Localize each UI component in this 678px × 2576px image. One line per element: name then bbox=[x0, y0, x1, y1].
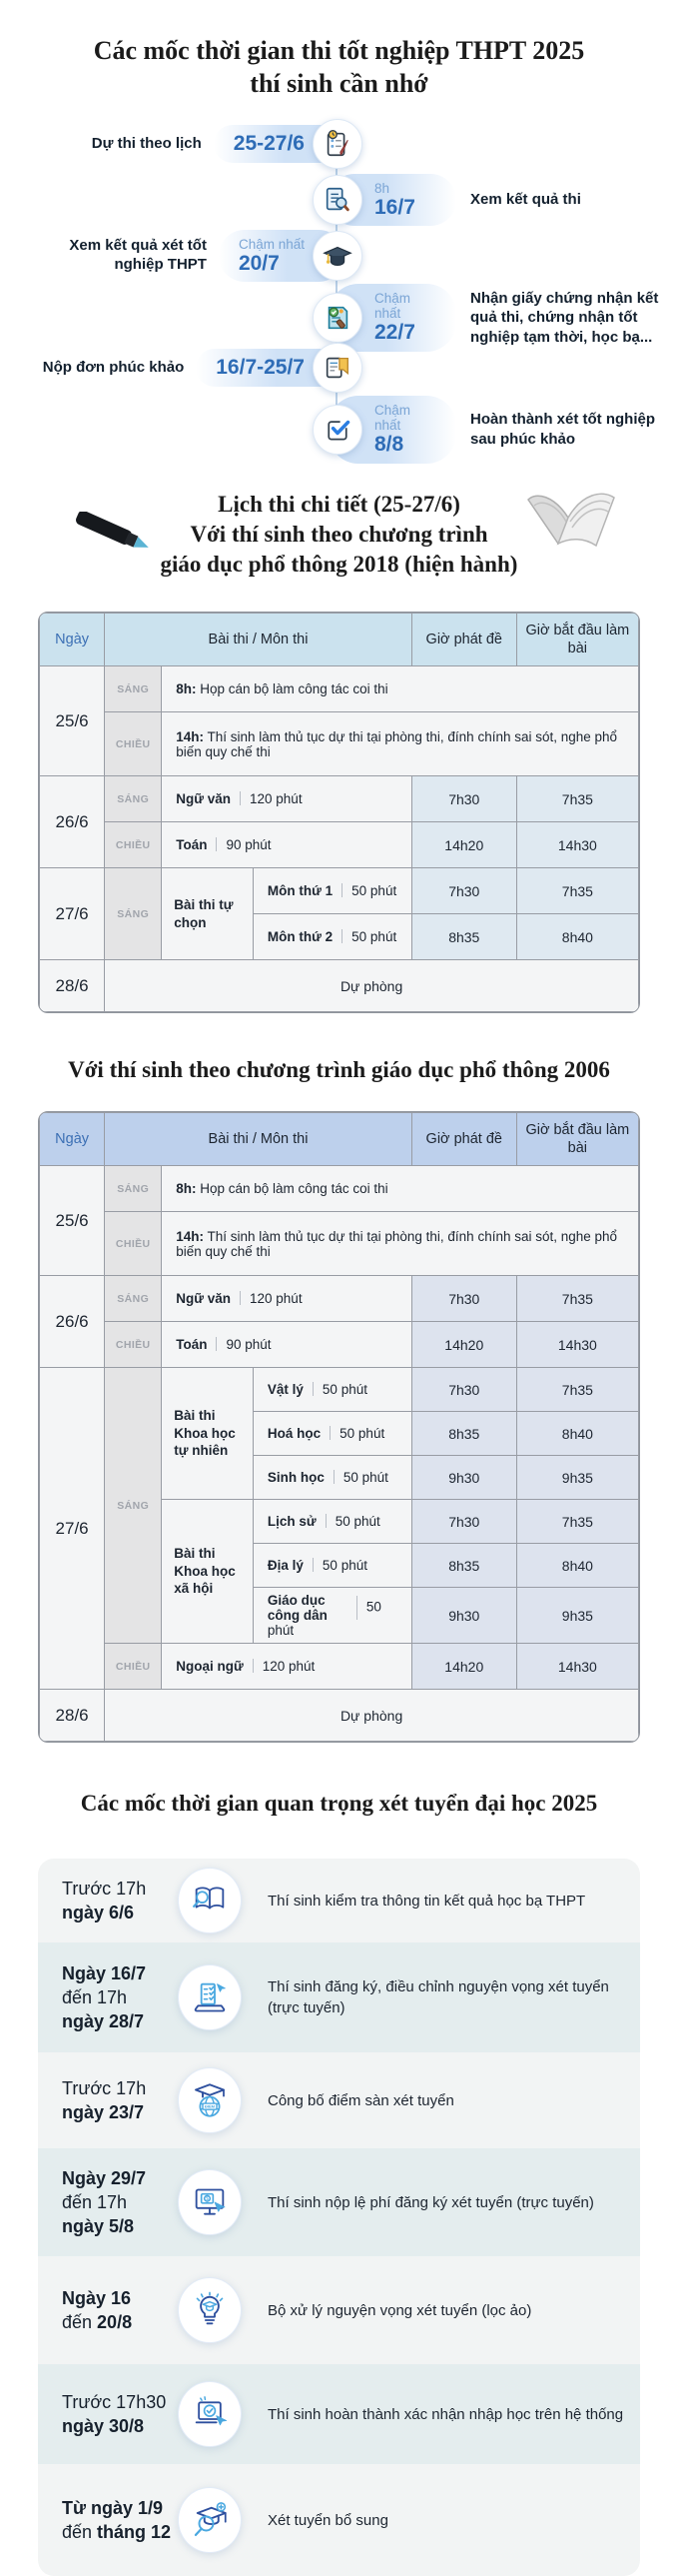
time-cell: 7h30 bbox=[411, 776, 516, 822]
subject-cell: Môn thứ 1 50 phút bbox=[253, 868, 411, 914]
time-cell: 14h30 bbox=[516, 822, 638, 868]
time-cell: 8h40 bbox=[516, 914, 638, 960]
time-cell: 14h20 bbox=[411, 1322, 516, 1368]
table-row bbox=[40, 1166, 639, 1212]
page-title-line2: thí sinh cần nhớ bbox=[30, 67, 648, 100]
page-title-line1: Các mốc thời gian thi tốt nghiệp THPT 2025 bbox=[30, 34, 648, 67]
time-cell: 9h30 bbox=[411, 1456, 516, 1500]
uni-date-line: ngày 28/7 bbox=[62, 2009, 178, 2033]
time-cell: 8h40 bbox=[516, 1412, 638, 1456]
timeline-date: 20/7 bbox=[239, 252, 305, 276]
time-cell: 14h30 bbox=[516, 1644, 638, 1690]
time-cell: 8h40 bbox=[516, 1544, 638, 1588]
laptop-checklist-icon bbox=[178, 1964, 242, 2030]
activity-cell: 8h: Họp cán bộ làm công tác coi thi bbox=[162, 666, 639, 712]
open-book-icon bbox=[524, 482, 620, 571]
timeline-prefix: Chậm nhất bbox=[374, 291, 438, 321]
timeline-desc: Nhận giấy chứng nhận kết quả thi, chứng nhận tốt nghiệp tạm thời, học bạ... bbox=[470, 289, 678, 348]
time-cell: 9h30 bbox=[411, 1588, 516, 1644]
uni-date-line: Ngày 16/7 bbox=[62, 1961, 178, 1985]
session-cell: SÁNG bbox=[105, 1276, 162, 1322]
timeline-date: 8/8 bbox=[374, 433, 438, 457]
page-title bbox=[30, 34, 648, 100]
col-header-phatde: Giờ phát đề bbox=[411, 1113, 516, 1166]
date-cell: 28/6 bbox=[40, 1690, 105, 1742]
uni-date-line: đến 17h bbox=[62, 1985, 178, 2009]
uni-date-line: Ngày 16 bbox=[62, 2286, 178, 2310]
time-cell: 9h35 bbox=[516, 1588, 638, 1644]
table-row bbox=[40, 776, 639, 822]
subject-cell: Ngữ văn 120 phút bbox=[162, 1276, 412, 1322]
col-header-batdau: Giờ bắt đầu làm bài bbox=[516, 1113, 638, 1166]
timeline-date: 16/7-25/7 bbox=[216, 356, 305, 380]
uni-date-line: Từ ngày 1/9 bbox=[62, 2496, 178, 2520]
svg-text:ĐIỂM: ĐIỂM bbox=[205, 2104, 216, 2109]
date-cell: 27/6 bbox=[40, 868, 105, 960]
schedule-heading-line1: Lịch thi chi tiết (25-27/6) bbox=[30, 490, 648, 520]
col-header-ngay: Ngày bbox=[40, 1113, 105, 1166]
uni-date-line: Trước 17h bbox=[62, 2076, 178, 2100]
table-row bbox=[40, 822, 639, 868]
timeline-desc: Xem kết quả thi bbox=[470, 190, 581, 210]
uni-desc: Thí sinh đăng ký, điều chỉnh nguyện vọng xét tuyển (trực tuyến) bbox=[268, 1976, 637, 2018]
cap-globe-icon bbox=[178, 2067, 242, 2133]
timeline-item-ket-qua-thi bbox=[0, 172, 678, 228]
uni-row-loc-ao bbox=[38, 2256, 640, 2364]
table-row bbox=[40, 868, 639, 914]
uni-date-line: đến tháng 12 bbox=[62, 2520, 178, 2544]
cap-search-plus-icon bbox=[178, 2487, 242, 2553]
date-cell: 25/6 bbox=[40, 1166, 105, 1276]
table-header-row bbox=[40, 614, 639, 666]
book-search-icon bbox=[178, 1868, 242, 1933]
clipboard-pencil-icon bbox=[313, 119, 362, 169]
certificate-stamp-icon bbox=[313, 293, 362, 343]
subject-cell: Ngoại ngữ 120 phút bbox=[162, 1644, 412, 1690]
uni-desc: Thí sinh kiểm tra thông tin kết quả học bạ THPT bbox=[268, 1891, 585, 1912]
review-documents-icon bbox=[313, 343, 362, 393]
session-cell: SÁNG bbox=[105, 776, 162, 822]
document-magnifier-icon bbox=[313, 175, 362, 225]
table-row bbox=[40, 1644, 639, 1690]
timeline-date: 25-27/6 bbox=[234, 132, 305, 156]
subject-cell: Hoá học 50 phút bbox=[253, 1412, 411, 1456]
group-cell: Bài thi Khoa học tự nhiên bbox=[162, 1368, 254, 1500]
session-cell: CHIỀU bbox=[105, 822, 162, 868]
timeline-prefix: 8h bbox=[374, 181, 415, 196]
exam-timeline bbox=[0, 116, 678, 452]
uni-row-hoc-ba bbox=[38, 1859, 640, 1942]
reserve-cell: Dự phòng bbox=[105, 1690, 639, 1742]
checkbox-icon bbox=[313, 405, 362, 455]
time-cell: 14h20 bbox=[411, 822, 516, 868]
col-header-batdau: Giờ bắt đầu làm bài bbox=[516, 614, 638, 666]
bulb-cap-icon bbox=[178, 2277, 242, 2343]
monitor-payment-icon bbox=[178, 2169, 242, 2235]
uni-heading: Các mốc thời gian quan trọng xét tuyển đại học 2025 bbox=[30, 1789, 648, 1819]
time-cell: 7h30 bbox=[411, 868, 516, 914]
laptop-check-icon bbox=[178, 2381, 242, 2447]
uni-row-xac-nhan bbox=[38, 2364, 640, 2464]
timeline-label: Nộp đơn phúc khảo bbox=[43, 359, 185, 378]
activity-cell: 8h: Họp cán bộ làm công tác coi thi bbox=[162, 1166, 639, 1212]
uni-timeline-card bbox=[38, 1859, 640, 2576]
time-cell: 7h30 bbox=[411, 1368, 516, 1412]
timeline-label: Dự thi theo lịch bbox=[92, 135, 202, 154]
time-cell: 7h35 bbox=[516, 776, 638, 822]
time-cell: 7h35 bbox=[516, 1276, 638, 1322]
session-cell: CHIỀU bbox=[105, 1212, 162, 1276]
date-cell: 25/6 bbox=[40, 666, 105, 776]
activity-cell: 14h: Thí sinh làm thủ tục dự thi tại phòng thi, đính chính sai sót, nghe phổ biến quy chế thi bbox=[162, 1212, 639, 1276]
timeline-desc: Hoàn thành xét tốt nghiệp sau phúc khảo bbox=[470, 410, 678, 449]
timeline-item-hoan-thanh bbox=[0, 396, 678, 452]
uni-row-diem-san bbox=[38, 2052, 640, 2148]
exam-schedule-table-2018 bbox=[38, 612, 640, 1013]
uni-date-line: đến 20/8 bbox=[62, 2310, 178, 2334]
time-cell: 8h35 bbox=[411, 1544, 516, 1588]
subject-cell: Ngữ văn 120 phút bbox=[162, 776, 412, 822]
subject-cell: Toán 90 phút bbox=[162, 822, 412, 868]
time-cell: 7h35 bbox=[516, 1500, 638, 1544]
table2-heading: Với thí sinh theo chương trình giáo dục phổ thông 2006 bbox=[30, 1055, 648, 1085]
uni-date-line: ngày 5/8 bbox=[62, 2214, 178, 2238]
uni-row-le-phi bbox=[38, 2148, 640, 2256]
session-cell: SÁNG bbox=[105, 868, 162, 960]
col-header-baithi: Bài thi / Môn thi bbox=[105, 1113, 412, 1166]
time-cell: 7h30 bbox=[411, 1276, 516, 1322]
schedule-heading-line2: Với thí sinh theo chương trình bbox=[30, 520, 648, 550]
group-cell: Bài thi Khoa học xã hội bbox=[162, 1500, 254, 1644]
uni-date-line: đến 17h bbox=[62, 2190, 178, 2214]
schedule-heading-block bbox=[0, 486, 678, 586]
uni-desc: Thí sinh nộp lệ phí đăng ký xét tuyển (trực tuyến) bbox=[268, 2192, 594, 2213]
uni-row-bo-sung bbox=[38, 2464, 640, 2576]
table-header-row bbox=[40, 1113, 639, 1166]
time-cell: 14h20 bbox=[411, 1644, 516, 1690]
subject-cell: Sinh học 50 phút bbox=[253, 1456, 411, 1500]
subject-cell: Toán 90 phút bbox=[162, 1322, 412, 1368]
table-row bbox=[40, 1212, 639, 1276]
activity-cell: 14h: Thí sinh làm thủ tục dự thi tại phòng thi, đính chính sai sót, nghe phổ biến quy chế thi bbox=[162, 712, 639, 776]
session-cell: CHIỀU bbox=[105, 1322, 162, 1368]
uni-date-line: Ngày 29/7 bbox=[62, 2166, 178, 2190]
date-cell: 26/6 bbox=[40, 1276, 105, 1368]
session-cell: CHIỀU bbox=[105, 712, 162, 776]
col-header-ngay: Ngày bbox=[40, 614, 105, 666]
table-row bbox=[40, 712, 639, 776]
table-row bbox=[40, 666, 639, 712]
timeline-item-du-thi bbox=[0, 116, 678, 172]
time-cell: 8h35 bbox=[411, 1412, 516, 1456]
subject-cell: Giáo dục công dân50 phút bbox=[253, 1588, 411, 1644]
group-cell: Bài thi tự chọn bbox=[162, 868, 254, 960]
time-cell: 9h35 bbox=[516, 1456, 638, 1500]
table-row bbox=[40, 1276, 639, 1322]
timeline-prefix: Chậm nhất bbox=[374, 403, 438, 433]
time-cell: 7h30 bbox=[411, 1500, 516, 1544]
uni-desc: Xét tuyển bổ sung bbox=[268, 2510, 388, 2531]
uni-date-line: Trước 17h30 bbox=[62, 2390, 178, 2414]
col-header-baithi: Bài thi / Môn thi bbox=[105, 614, 412, 666]
subject-cell: Vật lý 50 phút bbox=[253, 1368, 411, 1412]
uni-date-line: ngày 6/6 bbox=[62, 1901, 178, 1925]
timeline-date: 22/7 bbox=[374, 321, 438, 345]
col-header-phatde: Giờ phát đề bbox=[411, 614, 516, 666]
marker-pen-icon bbox=[72, 512, 158, 569]
date-cell: 28/6 bbox=[40, 960, 105, 1012]
session-cell: SÁNG bbox=[105, 1368, 162, 1644]
table-row bbox=[40, 1368, 639, 1412]
uni-desc: Công bố điểm sàn xét tuyển bbox=[268, 2090, 454, 2111]
table-row bbox=[40, 1322, 639, 1368]
session-cell: SÁNG bbox=[105, 666, 162, 712]
table-row bbox=[40, 1690, 639, 1742]
timeline-label: Xem kết quả xét tốt nghiệp THPT bbox=[37, 237, 207, 275]
timeline-item-xet-tot-nghiep bbox=[0, 228, 678, 284]
uni-date-line: ngày 30/8 bbox=[62, 2414, 178, 2438]
timeline-date: 16/7 bbox=[374, 196, 415, 220]
uni-row-dang-ky bbox=[38, 1942, 640, 2052]
table-row bbox=[40, 960, 639, 1012]
subject-cell: Địa lý 50 phút bbox=[253, 1544, 411, 1588]
subject-cell: Môn thứ 2 50 phút bbox=[253, 914, 411, 960]
time-cell: 7h35 bbox=[516, 868, 638, 914]
date-cell: 27/6 bbox=[40, 1368, 105, 1690]
time-cell: 8h35 bbox=[411, 914, 516, 960]
exam-schedule-table-2006 bbox=[38, 1111, 640, 1743]
schedule-heading-line3: giáo dục phổ thông 2018 (hiện hành) bbox=[30, 550, 648, 580]
time-cell: 14h30 bbox=[516, 1322, 638, 1368]
session-cell: CHIỀU bbox=[105, 1644, 162, 1690]
timeline-prefix: Chậm nhất bbox=[239, 237, 305, 252]
time-cell: 7h35 bbox=[516, 1368, 638, 1412]
uni-desc: Thí sinh hoàn thành xác nhận nhập học trên hệ thống bbox=[268, 2404, 623, 2425]
timeline-item-giay-chung-nhan bbox=[0, 284, 678, 340]
uni-desc: Bộ xử lý nguyện vọng xét tuyển (lọc ảo) bbox=[268, 2300, 531, 2321]
date-cell: 26/6 bbox=[40, 776, 105, 868]
uni-date-line: Trước 17h bbox=[62, 1877, 178, 1901]
reserve-cell: Dự phòng bbox=[105, 960, 639, 1012]
timeline-item-phuc-khao bbox=[0, 340, 678, 396]
subject-cell: Lịch sử 50 phút bbox=[253, 1500, 411, 1544]
graduation-cap-icon bbox=[313, 231, 362, 281]
svg-text:$: $ bbox=[206, 2196, 209, 2202]
session-cell: SÁNG bbox=[105, 1166, 162, 1212]
uni-date-line: ngày 23/7 bbox=[62, 2100, 178, 2124]
